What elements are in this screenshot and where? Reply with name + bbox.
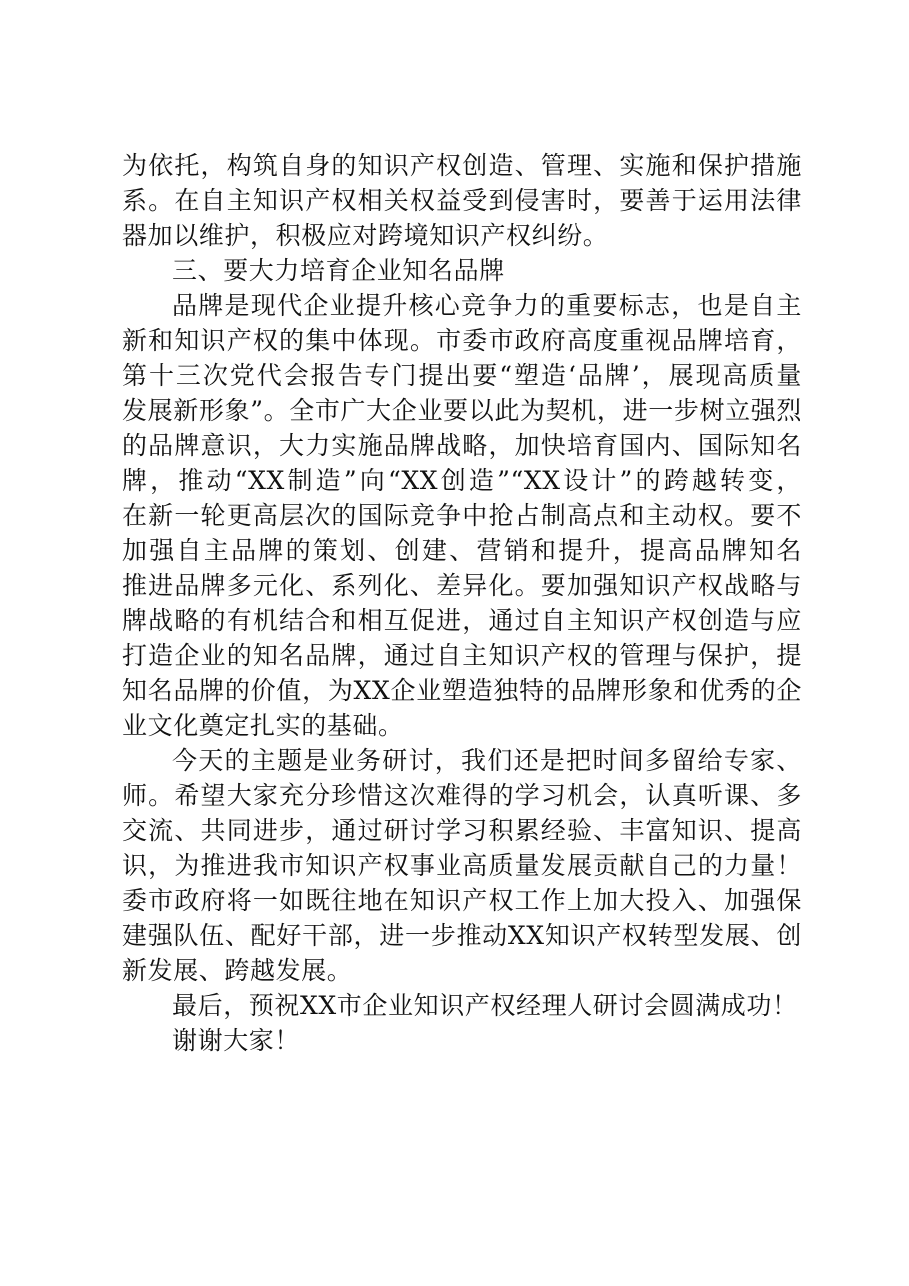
text-line: 委市政府将一如既往地在知识产权工作上加大投入、加强保 [122, 886, 802, 915]
text-line: 品牌是现代企业提升核心竞争力的重要标志，也是自主 [172, 291, 802, 320]
text-line: 器加以维护，积极应对跨境知识产权纠纷。 [122, 221, 609, 250]
text-line: 今天的主题是业务研讨，我们还是把时间多留给专家、 [172, 746, 802, 775]
text-line: 打造企业的知名品牌，通过自主知识产权的管理与保护，提 [122, 641, 802, 670]
text-line: 牌战略的有机结合和相互促进，通过自主知识产权创造与应 [122, 606, 802, 635]
text-line: 新和知识产权的集中体现。市委市政府高度重视品牌培育， [122, 326, 802, 355]
document-body [122, 148, 802, 1058]
text-line: 最后，预祝XX市企业知识产权经理人研讨会圆满成功！ [172, 991, 798, 1020]
text-line: 在新一轮更高层次的国际竞争中抢占制高点和主动权。要不 [122, 501, 802, 530]
text-line: 新发展、跨越发展。 [122, 956, 353, 985]
text-line: 知名品牌的价值，为XX企业塑造独特的品牌形象和优秀的企 [122, 676, 802, 705]
text-line: 识，为推进我市知识产权事业高质量发展贡献自己的力量！ [122, 851, 802, 880]
text-line: 谢谢大家！ [172, 1026, 301, 1055]
text-line: 牌，推动“XX制造”向“XX创造”“XX设计”的跨越转变， [122, 466, 802, 495]
text-line: 加强自主品牌的策划、创建、营销和提升，提高品牌知名 [122, 536, 802, 565]
text-line: 建强队伍、配好干部，进一步推动XX知识产权转型发展、创 [122, 921, 802, 950]
text-line: 推进品牌多元化、系列化、差异化。要加强知识产权战略与 [122, 571, 802, 600]
text-line: 师。希望大家充分珍惜这次难得的学习机会，认真听课、多 [122, 781, 802, 810]
text-line: 业文化奠定扎实的基础。 [122, 711, 404, 740]
text-line: 第十三次党代会报告专门提出要“塑造‘品牌’，展现高质量 [122, 361, 802, 390]
text-line: 为依托，构筑自身的知识产权创造、管理、实施和保护措施 [122, 151, 802, 180]
text-line: 交流、共同进步，通过研讨学习积累经验、丰富知识、提高 [122, 816, 802, 845]
text-line: 三、要大力培育企业知名品牌 [172, 256, 505, 285]
text-line: 的品牌意识，大力实施品牌战略，加快培育国内、国际知名 [122, 431, 802, 460]
text-line: 系。在自主知识产权相关权益受到侵害时，要善于运用法律 [122, 186, 802, 215]
text-line: 发展新形象”。全市广大企业要以此为契机，进一步树立强烈 [122, 396, 802, 425]
